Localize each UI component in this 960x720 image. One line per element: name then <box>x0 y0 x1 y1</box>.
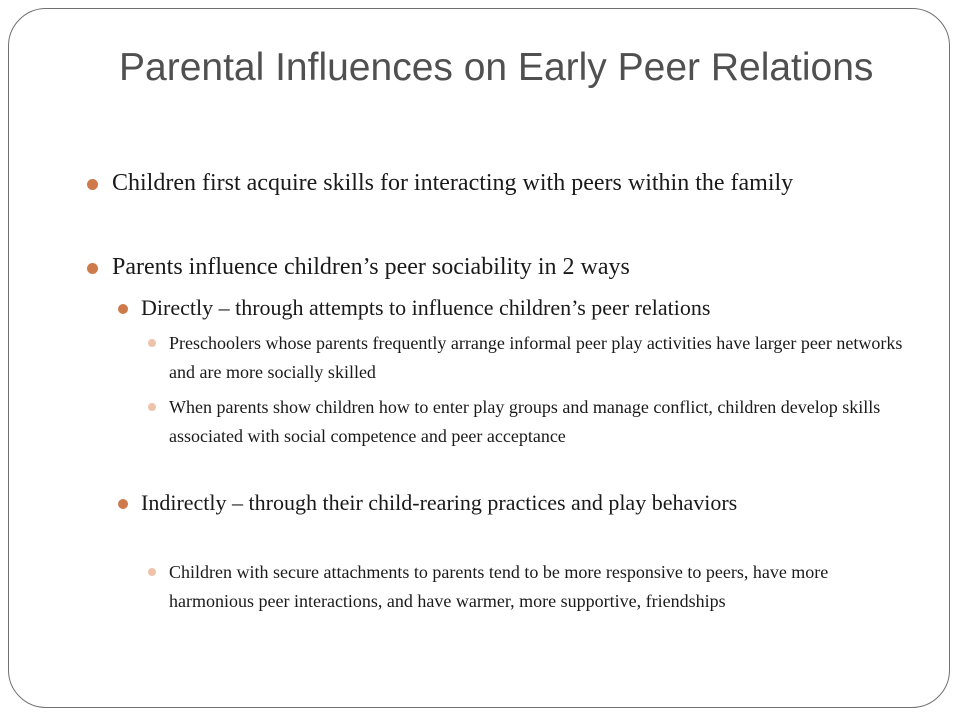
bullet-marker <box>87 263 98 274</box>
bullet-text: Children first acquire skills for interacting with peers within the family <box>112 170 794 196</box>
bullet-two-ways <box>112 251 922 284</box>
bullet-marker <box>148 339 156 347</box>
bullet-marker <box>87 179 98 190</box>
bullet-family-skills <box>112 167 922 200</box>
bullet-marker <box>148 568 156 576</box>
bullet-directly <box>141 293 921 323</box>
bullet-marker <box>148 403 156 411</box>
bullet-enter-play-groups <box>169 393 904 451</box>
slide-title: Parental Influences on Early Peer Relations <box>119 46 874 89</box>
bullet-text: Parents influence children’s peer sociability in 2 ways <box>112 254 630 280</box>
slide <box>8 8 950 708</box>
bullet-marker <box>118 304 128 314</box>
bullet-text: Directly – through attempts to influence children’s peer relations <box>141 295 711 320</box>
bullet-indirectly <box>141 488 841 518</box>
bullet-text: Preschoolers whose parents frequently arrange informal peer play activities have larger peer networks and are more socially skilled <box>169 333 903 382</box>
bullet-text: Children with secure attachments to parents tend to be more responsive to peers, have more harmonious peer interactions, and have warmer, more supportive, friendships <box>169 562 829 611</box>
bullet-text: Indirectly – through their child-rearing practices and play behaviors <box>141 490 738 515</box>
bullet-secure-attachments <box>169 558 904 616</box>
bullet-preschoolers <box>169 329 904 387</box>
bullet-text: When parents show children how to enter play groups and manage conflict, children develop skills associated with social competence and peer acceptance <box>169 397 881 446</box>
bullet-marker <box>118 499 128 509</box>
